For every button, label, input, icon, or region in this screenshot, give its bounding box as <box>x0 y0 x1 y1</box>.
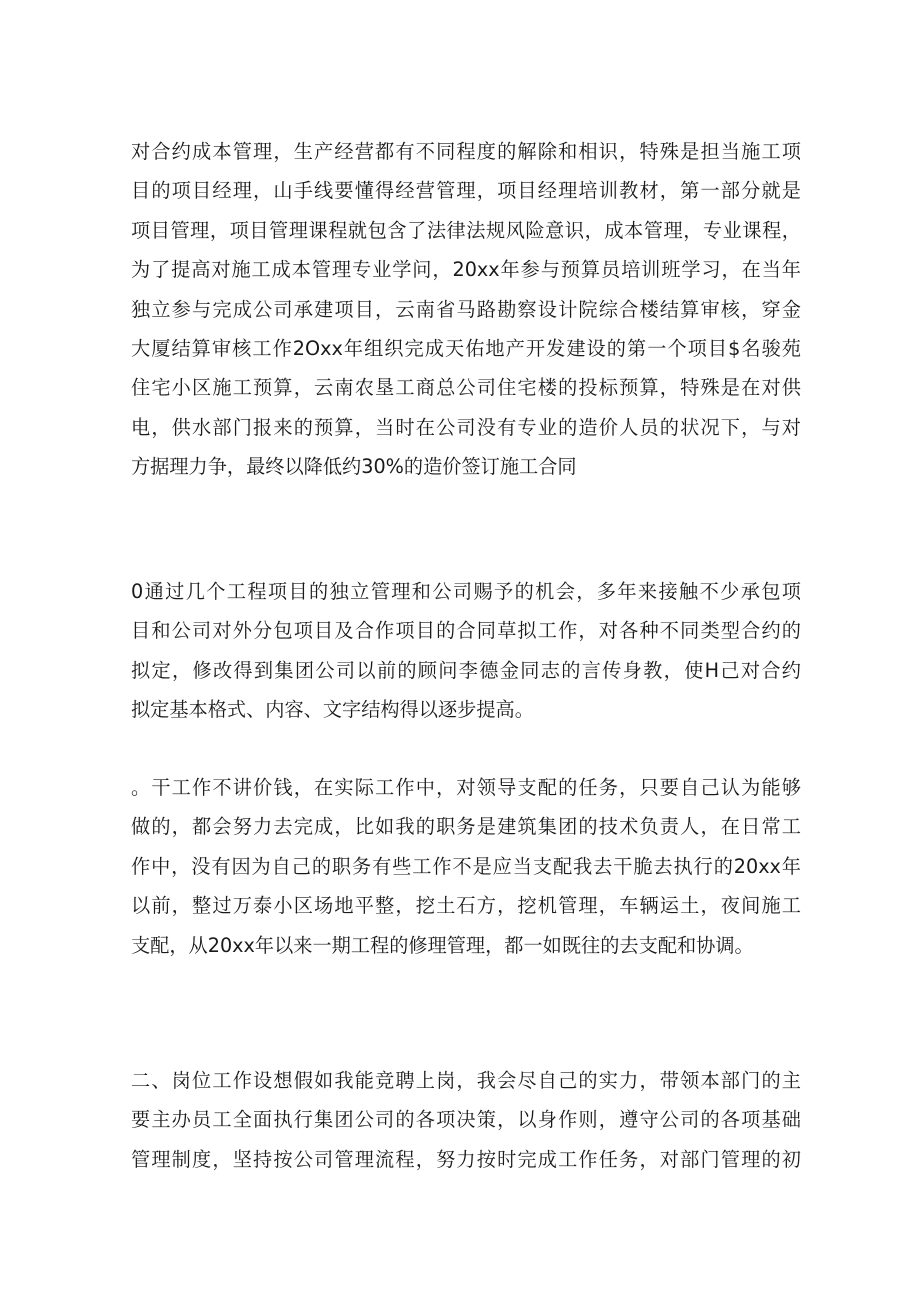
text-line: 目和公司对外分包项目及合作项目的合同草拟工作，对各种不同类型合约的 <box>131 619 801 643</box>
text-line: 0通过几个工程项目的独立管理和公司赐予的机会，多年来接触不少承包项 <box>131 580 801 603</box>
paragraph-work-attitude <box>131 768 801 965</box>
text-line: 目的项目经理，山手线要懂得经营管理，项目经理培训教材，第一部分就是 <box>131 179 801 203</box>
text-line: 以前，整过万泰小区场地平整，挖土石方，挖机管理，车辆运土，夜间施工 <box>131 894 801 918</box>
text-line: 支配，从20xx年以来一期工程的修理管理，都一如既往的去支配和协调。 <box>131 933 754 957</box>
text-line: 为了提高对施工成本管理专业学问，20xx年参与预算员培训班学习，在当年 <box>131 258 801 282</box>
paragraph-contract-drafting <box>131 572 801 730</box>
text-line: 大厦结算审核工作2Oxx年组织完成天佑地产开发建设的第一个项目$名骏苑 <box>131 336 801 360</box>
text-line: 方据理力争，最终以降低约30%的造价签订施工合同 <box>131 455 577 479</box>
text-line: 独立参与完成公司承建项目，云南省马路勘察设计院综合楼结算审核，穿金 <box>131 297 801 321</box>
paragraph-contract-cost-management <box>131 132 801 487</box>
text-line: 二、岗位工作设想假如我能竞聘上岗，我会尽自己的实力，带领本部门的主 <box>131 1069 801 1092</box>
text-line: 住宅小区施工预算，云南农垦工商总公司住宅楼的投标预算，特殊是在对供 <box>131 376 801 400</box>
text-line: 做的，都会努力去完成，比如我的职务是建筑集团的技术负责人，在日常工 <box>131 815 801 839</box>
text-line: 管理制度，坚持按公司管理流程，努力按时完成工作任务，对部门管理的初 <box>131 1147 801 1171</box>
text-line: 作中，没有因为自己的职务有些工作不是应当支配我去干脆去执行的20xx年 <box>131 854 801 878</box>
paragraph-job-plan <box>131 1061 801 1179</box>
text-line: 要主办员工全面执行集团公司的各项决策，以身作则，遵守公司的各项基础 <box>131 1108 801 1132</box>
text-line: 对合约成本管理，生产经营都有不同程度的解除和相识，特殊是担当施工项 <box>131 140 801 163</box>
text-line: 拟定基本格式、内容、文字结构得以逐步提高。 <box>131 698 534 722</box>
text-line: 。干工作不讲价钱，在实际工作中，对领导支配的任务，只要自己认为能够 <box>131 776 801 799</box>
text-line: 项目管理，项目管理课程就包含了法律法规风险意识，成本管理，专业课程， <box>131 218 801 242</box>
text-line: 拟定，修改得到集团公司以前的顾问李德金同志的言传身教，使H己对合约 <box>131 658 801 682</box>
text-line: 电，供水部门报来的预算，当时在公司没有专业的造价人员的状况下，与对 <box>131 415 801 439</box>
